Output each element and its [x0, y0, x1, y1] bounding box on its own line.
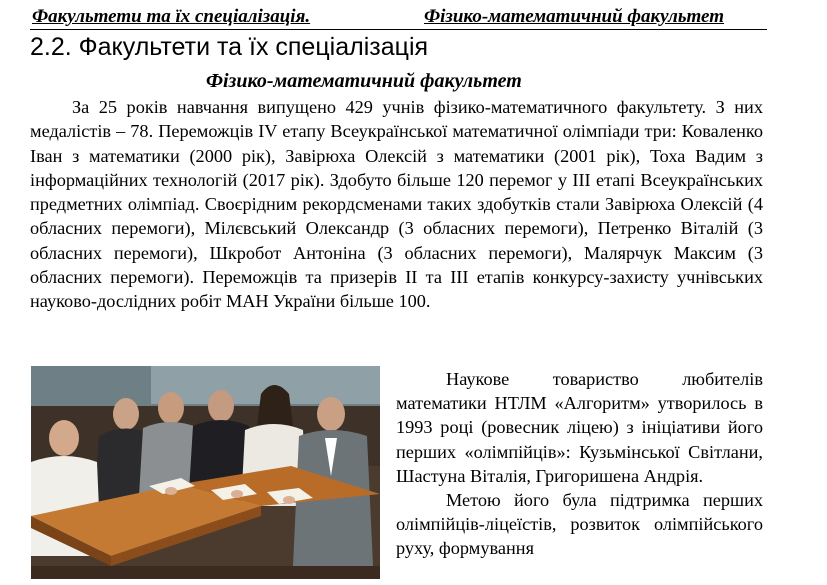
section-title: 2.2. Факультети та їх спеціалізація [30, 33, 429, 61]
faculty-subtitle: Фізико-математичний факультет [206, 70, 522, 92]
side-paragraph-2 [396, 488, 763, 561]
header-rule [30, 29, 767, 30]
side-paragraph-1-text: Наукове товариство любителів математики НТЛМ «Алгоритм» утворилось в 1993 році (ровесник ліцею) з ініціативи його перших «олімпійців»: Кузьмінської Світлани, Шастуна Віталія, Григоришена Андрія. [396, 369, 763, 486]
side-paragraph-2-text: Метою його була підтримка перших олімпійців-ліцеїстів, розвиток олімпійського руху, формування [396, 490, 763, 559]
main-paragraph-text: За 25 років навчання випущено 429 учнів фізико-математичного факультету. З них медалістів – 78. Переможців IV етапу Всеукраїнської математичної олімпіади три: Коваленко Іван з математики (2000 рік), Завірюха Олексій з математики (2001 рік), Тоха Вадим з інформаційних технологій (2017 рік). Здобуто більше 120 перемог у ІІІ етапі Всеукраїнських предметних олімпіад. Своєрідним рекордсменами таких здобутків стали Завірюха Олексій (4 обласних перемоги), Мілєвський Олександр (3 обласних перемоги), Петренко Віталій (3 обласних перемоги), Шкробот Антоніна (3 обласних перемоги), Малярчук Максим (3 обласних перемоги). Переможців та призерів ІІ та ІІІ етапів конкурсу-захисту учнівських науково-дослідних робіт МАН України більше 100. [30, 97, 763, 312]
side-paragraph-1 [396, 367, 763, 488]
side-column [396, 367, 763, 561]
group-photo-illustration [31, 366, 380, 579]
main-paragraph [30, 95, 763, 314]
group-photo [31, 366, 380, 579]
running-header-left: Факультети та їх спеціалізація. [32, 6, 311, 27]
running-header-right: Фізико-математичний факультет [424, 6, 724, 27]
